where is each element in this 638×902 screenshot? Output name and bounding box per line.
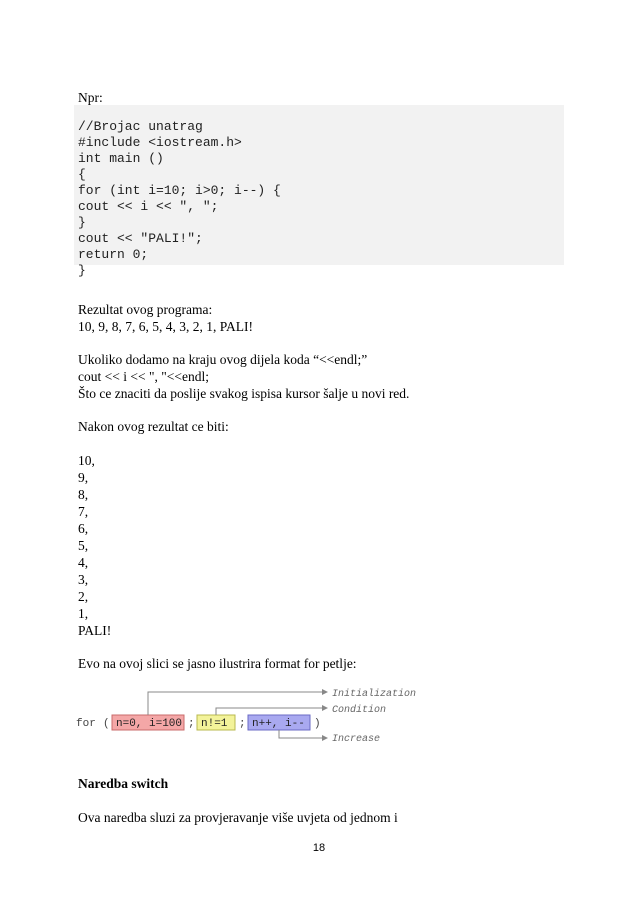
condition-connector [216,708,326,715]
code-line-4: { [78,167,86,182]
increase-text: n++, i-- [252,718,305,730]
label-condition: Condition [332,705,387,716]
output-line: 6, [78,521,89,536]
endl-note-line-1: Ukoliko dodamo na kraju ovog dijela koda “<<endl;” [78,352,368,367]
output-line: 9, [78,470,89,485]
result-output: 10, 9, 8, 7, 6, 5, 4, 3, 2, 1, PALI! [78,319,254,334]
endl-note-line-2: cout << i << ", "<<endl; [78,369,209,384]
increase-arrow-icon [322,735,328,741]
code-line-9: return 0; [78,247,149,262]
section-body: Ova naredba sluzi za provjeravanje više uvjeta od jednom i [78,810,398,825]
label-increase: Increase [332,734,381,742]
section-title: Naredba switch [78,776,169,791]
init-text: n=0, i=100 [116,718,183,730]
increase-connector [279,730,326,738]
output-line: 8, [78,487,89,502]
code-line-7: } [78,215,86,230]
output-line: 3, [78,572,89,587]
output-line: 4, [78,555,89,570]
close-paren: ) [314,718,321,730]
for-loop-diagram [76,684,416,742]
label-initialization: Initialization [332,689,416,700]
output-line: 7, [78,504,89,519]
output-line: 10, [78,453,95,468]
after-heading: Nakon ovog rezultat ce biti: [78,419,229,434]
separator-2: ; [239,718,246,730]
page-number: 18 [312,842,326,854]
code-line-10: } [78,263,86,278]
init-arrow-icon [322,689,328,695]
output-line: 1, [78,606,89,621]
separator-1: ; [188,718,195,730]
output-line: 2, [78,589,89,604]
intro-text: Npr: [78,90,103,105]
code-line-6: cout << i << ", "; [78,199,219,214]
open-paren: ( [103,718,110,730]
for-keyword: for [76,718,96,730]
code-line-8: cout << "PALI!"; [78,231,203,246]
result-heading: Rezultat ovog programa: [78,302,213,317]
code-line-3: int main () [78,151,164,166]
endl-note-line-3: Što ce znaciti da poslije svakog ispisa kursor šalje u novi red. [78,386,410,401]
condition-arrow-icon [322,705,328,711]
code-line-1: //Brojac unatrag [78,119,203,134]
init-connector [148,692,326,715]
condition-text: n!=1 [201,718,228,730]
output-line: PALI! [78,623,112,638]
code-line-2: #include <iostream.h> [78,135,242,150]
code-line-5: for (int i=10; i>0; i--) { [78,183,281,198]
illustration-caption: Evo na ovoj slici se jasno ilustrira format for petlje: [78,656,357,671]
output-line: 5, [78,538,89,553]
